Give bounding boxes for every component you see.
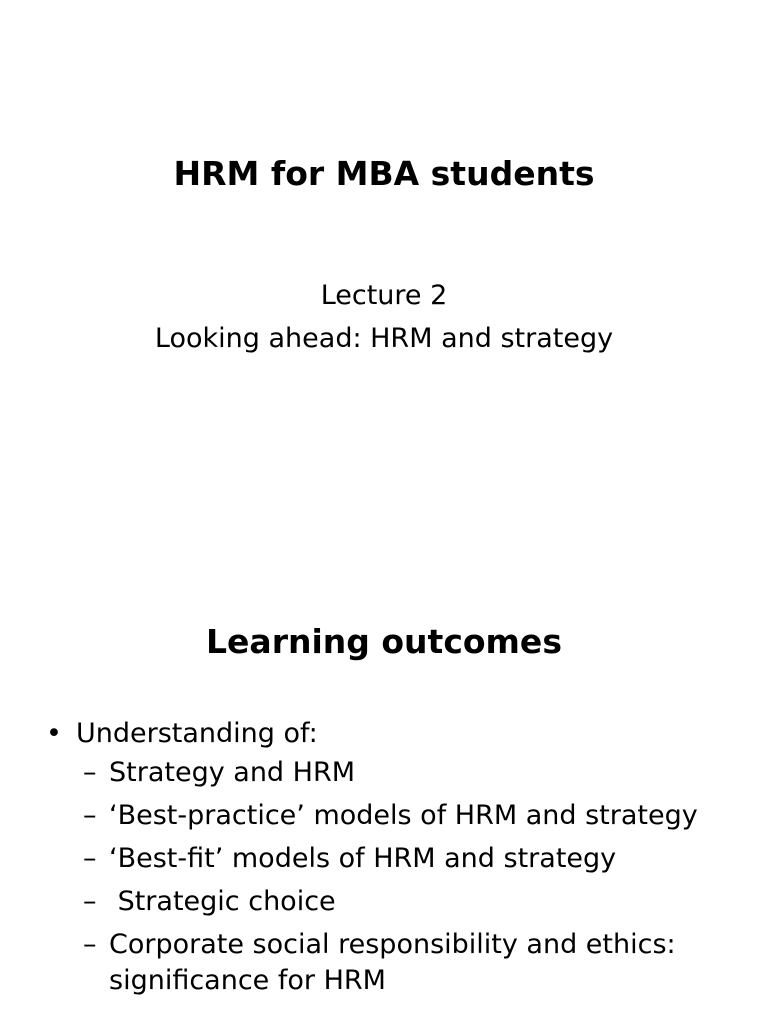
slide1-title: HRM for MBA students bbox=[173, 154, 595, 193]
bullet-marker: • bbox=[46, 718, 62, 749]
sub-list-item bbox=[0, 755, 768, 791]
dash-marker: – bbox=[83, 757, 97, 788]
sub-list-item-text: Strategy and HRM bbox=[109, 757, 356, 788]
sub-list-item-text: Strategic choice bbox=[109, 886, 336, 917]
learning-outcomes-list bbox=[0, 712, 768, 1006]
sub-list-item bbox=[0, 884, 768, 920]
slide1-subtitle-block bbox=[0, 274, 768, 360]
lecture-subtitle: Looking ahead: HRM and strategy bbox=[154, 323, 614, 354]
sub-list-item-text: ‘Best-fit’ models of HRM and strategy bbox=[109, 843, 617, 874]
sub-list-item bbox=[0, 841, 768, 877]
list-item bbox=[0, 712, 768, 755]
dash-marker: – bbox=[83, 929, 97, 960]
sub-list-item bbox=[0, 927, 768, 999]
sub-list-item-text: Corporate social responsibility and ethics: significance for HRM bbox=[109, 929, 676, 996]
lecture-label: Lecture 2 bbox=[320, 280, 448, 311]
dash-marker: – bbox=[83, 886, 97, 917]
sub-list-item bbox=[0, 798, 768, 834]
sub-list-item-text: ‘Best-practice’ models of HRM and strategy bbox=[109, 800, 698, 831]
dash-marker: – bbox=[83, 843, 97, 874]
dash-marker: – bbox=[83, 800, 97, 831]
list-item-text: Understanding of: bbox=[76, 718, 318, 749]
slide2-title: Learning outcomes bbox=[206, 622, 562, 661]
